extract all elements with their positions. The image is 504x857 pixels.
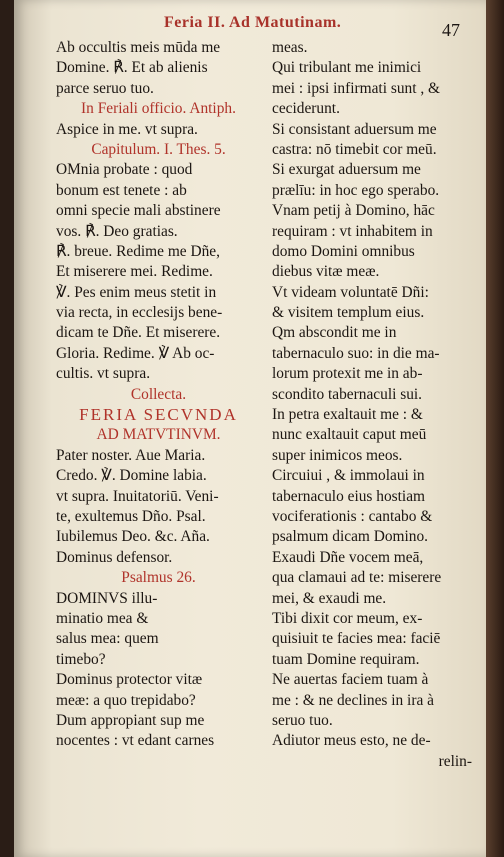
right-text-line: scondito tabernaculi sui. — [272, 385, 423, 403]
left-text-line: timebo? — [56, 650, 106, 668]
left-text-line: Dum appropiant sup me — [56, 711, 205, 729]
right-text-line: vociferationis : cantabo & — [272, 507, 433, 525]
right-text-line: psalmum dicam Domino. — [272, 528, 429, 546]
right-text-line: Vt videam voluntatē Dñi: — [272, 283, 429, 301]
left-text-line: bonum est tenete : ab — [56, 181, 187, 199]
right-text-line: meas. — [272, 39, 308, 56]
left-text-line: Aspice in me. vt supra. — [56, 120, 198, 138]
left-text-line: DOMINVS illu- — [56, 589, 158, 607]
right-text-column — [272, 38, 472, 772]
left-text-column — [56, 38, 261, 752]
right-text-line: castra: nō timebit cor meū. — [272, 140, 437, 158]
left-text-line: OMnia probate : quod — [56, 161, 193, 179]
left-text-line: Domine. ℟. Et ab alienis — [56, 59, 208, 77]
right-text-line: Exaudi Dñe vocem meā, — [272, 548, 424, 566]
right-text-line: Qui tribulant me inimici — [272, 59, 422, 77]
left-text-line: cultis. vt supra. — [56, 365, 151, 383]
page-edge — [486, 0, 504, 857]
right-text-line: Tibi dixit cor meum, ex- — [272, 609, 423, 627]
left-text-line: vt supra. Inuitatoriū. Veni- — [56, 487, 219, 505]
right-text-line: nunc exaltauit caput meū — [272, 426, 427, 444]
left-text-line: Iubilemus Deo. &c. Aña. — [56, 528, 210, 546]
right-text-line: me : & ne declines in ira à — [272, 691, 434, 709]
left-text-line: nocentes : vt edant carnes — [56, 732, 215, 750]
right-text-line: mei, & exaudi me. — [272, 589, 387, 607]
right-text-line: Vnam petij à Domino, hāc — [272, 202, 435, 220]
left-text-line: dicam te Dñe. Et miserere. — [56, 324, 221, 342]
right-text-line: seruo tuo. — [272, 711, 333, 729]
left-text-line: Dominus defensor. — [56, 548, 173, 566]
right-text-line: ceciderunt. — [272, 100, 340, 118]
book-page — [14, 0, 486, 857]
left-text-line: omni specie mali abstinere — [56, 202, 221, 220]
right-text-line: prælīu: in hoc ego sperabo. — [272, 181, 440, 199]
left-text-line: Et miserere mei. Redime. — [56, 263, 213, 281]
right-text-line: diebus vitæ meæ. — [272, 263, 380, 281]
page-number: 47 — [442, 20, 460, 40]
left-text-line: Credo. ℣. Domine labia. — [56, 467, 207, 485]
left-text-line: AD MATVTINVM. — [96, 426, 221, 444]
right-text-line: Qm abscondit me in — [272, 324, 397, 342]
left-text-line: te, exultemus Dño. Psal. — [56, 507, 206, 525]
right-text-line: In petra exaltauit me : & — [272, 406, 423, 424]
left-text-line: Pater noster. Aue Maria. — [56, 446, 206, 464]
right-text-line: tabernaculo eius hostiam — [272, 487, 426, 505]
left-text-line: Ab occultis meis mūda me — [56, 39, 221, 56]
right-text-line: mei : ipsi infirmati sunt , & — [272, 79, 441, 97]
right-text-line: quisiuit te facies mea: faciē — [272, 630, 441, 648]
right-text-line: tuam Domine requiram. — [272, 650, 420, 668]
left-text-line: ℣. Pes enim meus stetit in — [56, 283, 217, 301]
left-text-line: Psalmus 26. — [121, 569, 196, 587]
left-text-line: vos. ℟. Deo gratias. — [56, 222, 178, 240]
right-text-line: Circuiui , & immolaui in — [272, 467, 425, 485]
left-text-line: salus mea: quem — [56, 630, 159, 648]
right-text-line: tabernaculo suo: in die ma- — [272, 344, 440, 362]
right-text-line: super inimicos meos. — [272, 446, 403, 464]
right-text-line: domo Domini omnibus — [272, 242, 415, 260]
left-text-line: Dominus protector vitæ — [56, 671, 203, 689]
left-text-line: Gloria. Redime. ℣ Ab oc- — [56, 344, 215, 362]
right-text-line: qua clamaui ad te: miserere — [272, 569, 442, 587]
left-text-line: Capitulum. I. Thes. 5. — [91, 140, 226, 158]
left-text-line: via recta, in ecclesijs bene- — [56, 304, 223, 322]
left-text-line: meæ: a quo trepidabo? — [56, 691, 196, 709]
running-head: Feria II. Ad Matutinam. — [164, 14, 342, 31]
left-text-line: Collecta. — [130, 385, 187, 403]
right-text-line: lorum protexit me in ab- — [272, 365, 423, 383]
right-text-line: Ne auertas faciem tuam à — [272, 671, 429, 689]
left-text-line: parce seruo tuo. — [56, 79, 154, 97]
right-text-line: requiram : vt inhabitem in — [272, 222, 433, 240]
right-text-line: & visitem templum eius. — [272, 304, 425, 322]
left-text-line: In Feriali officio. Antiph. — [81, 100, 236, 118]
left-text-line: ℟. breue. Redime me Dñe, — [56, 242, 220, 260]
left-text-line: minatio mea & — [56, 609, 149, 627]
right-text-line: relin- — [438, 752, 472, 770]
right-text-line: Si exurgat aduersum me — [272, 161, 421, 179]
right-text-line: Adiutor meus esto, ne de- — [272, 732, 431, 750]
left-text-line: FERIA SECVNDA — [79, 405, 238, 425]
right-text-line: Si consistant aduersum me — [272, 120, 437, 138]
